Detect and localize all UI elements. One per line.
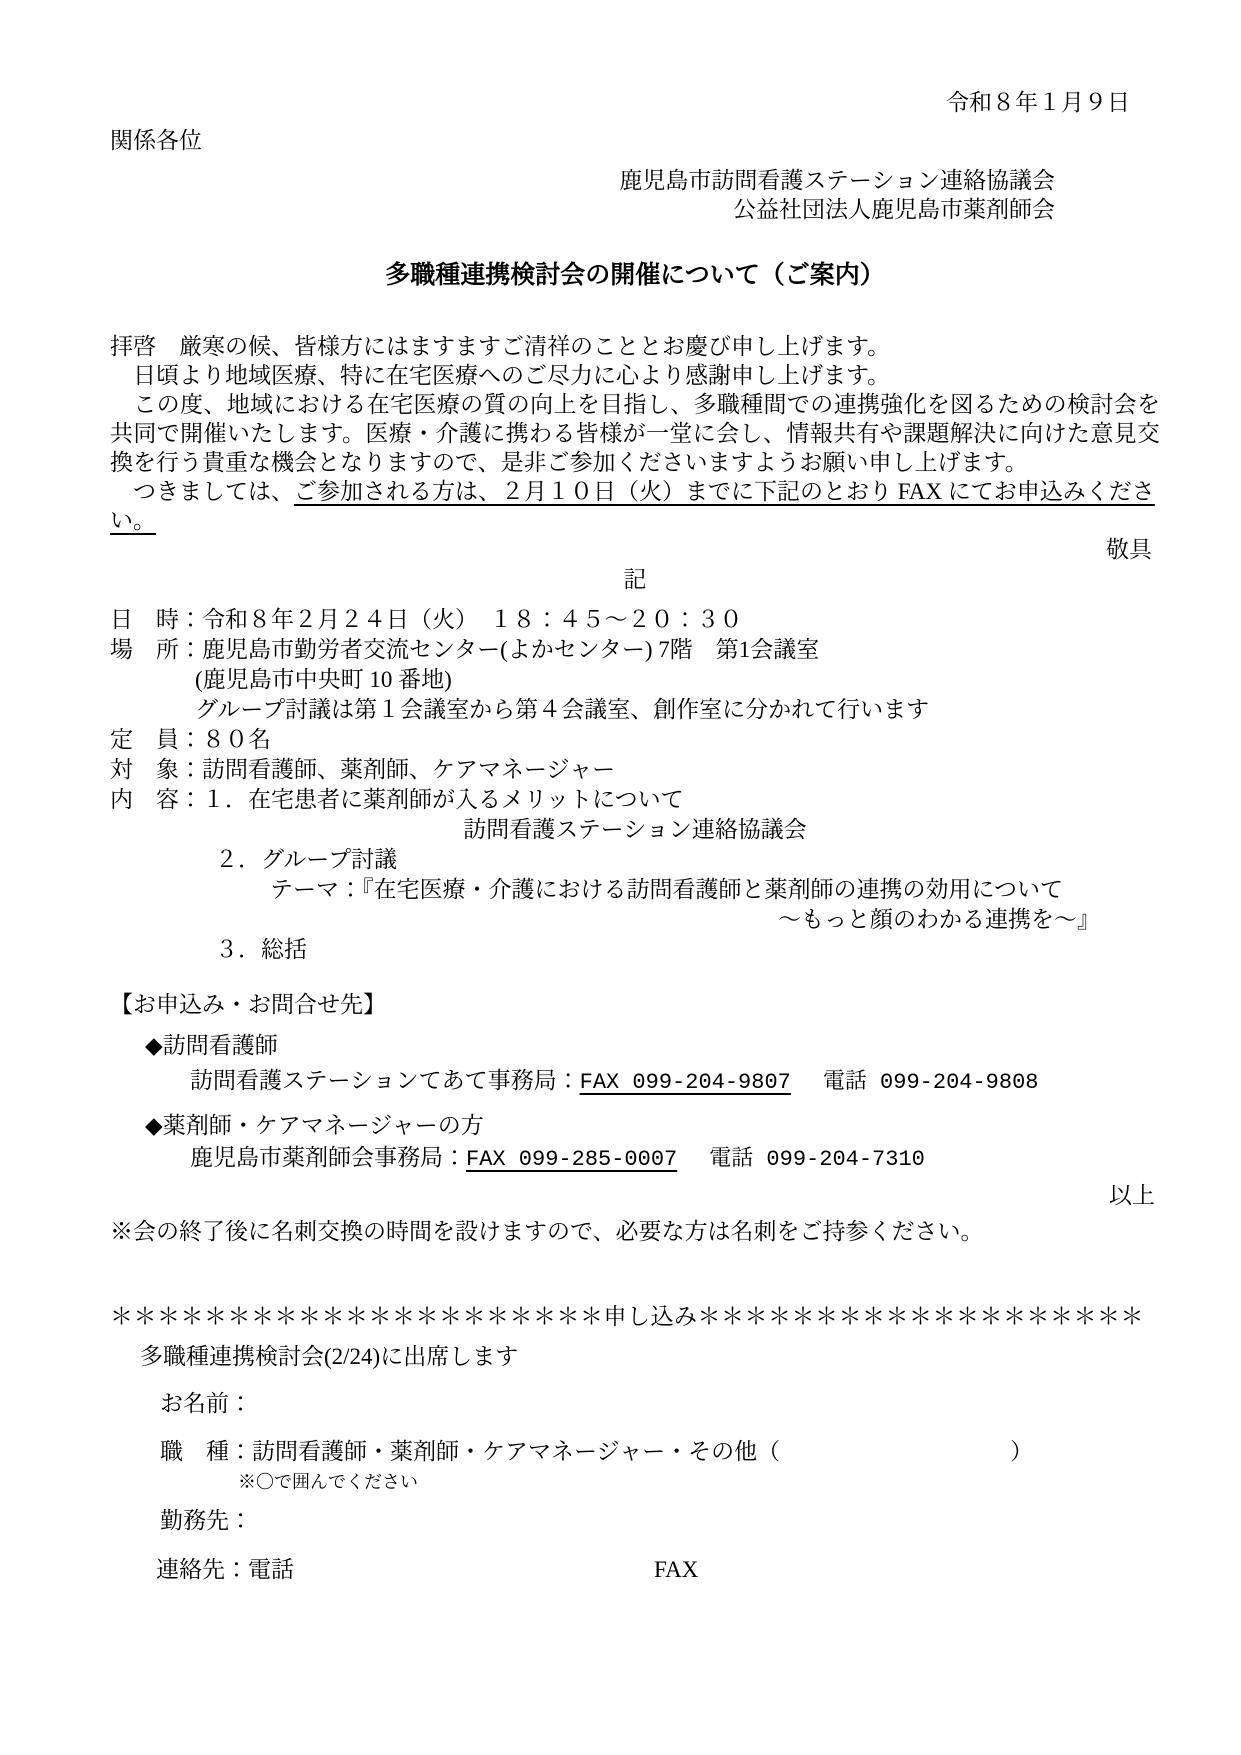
- document-date: 令和８年１月９日: [946, 90, 1130, 115]
- detail-content-item1-presenter: 訪問看護ステーション連絡協議会: [463, 817, 807, 842]
- closing-word: 敬具: [1106, 537, 1152, 562]
- target-label: 対 象：: [110, 757, 202, 782]
- occupation-field: [160, 1437, 1160, 1467]
- contact-group1-office: 訪問看護ステーションてあて事務局：: [190, 1068, 580, 1093]
- document-title: 多職種連携検討会の開催について（ご案内）: [385, 261, 885, 289]
- thanks-paragraph: 日頃より地域医療、特に在宅医療へのご尽力に心より感謝申し上げます。: [110, 363, 891, 388]
- detail-capacity: [110, 725, 1160, 755]
- occupation-label: 職 種：: [160, 1439, 252, 1464]
- contact-group1-title: [145, 1031, 1160, 1061]
- sender-org-2: 公益社団法人鹿児島市薬剤師会: [733, 197, 1055, 222]
- detail-place-address: (鹿児島市中央町 10 番地): [195, 667, 452, 692]
- detail-place-group-note: グループ討議は第１会議室から第４会議室、創作室に分かれて行います: [195, 697, 930, 722]
- business-card-note: ※会の終了後に名刺交換の時間を設けますので、必要な方は名刺をご持参ください。: [110, 1219, 984, 1244]
- contact-group1-fax: FAX 099-204-9807: [579, 1070, 791, 1095]
- contact-group1-tel: 電話 099-204-9808: [822, 1070, 1039, 1095]
- contact-group2-fax: FAX 099-285-0007: [466, 1147, 678, 1172]
- diamond-bullet-icon: ◆薬剤師・ケアマネージャーの方: [145, 1113, 484, 1138]
- request-prefix: つきましては、: [110, 479, 294, 504]
- content-item1-text: １．在宅患者に薬剤師が入るメリットについて: [202, 787, 684, 812]
- contact-group2-title: [145, 1111, 1160, 1141]
- sender-block: [110, 166, 1160, 224]
- application-section-divider: ＊＊＊＊＊＊＊＊＊＊＊＊＊＊＊＊＊＊＊＊＊申し込み＊＊＊＊＊＊＊＊＊＊＊＊＊＊＊＊＊＊＊: [110, 1304, 1144, 1329]
- contact-group2-info: [190, 1143, 1160, 1175]
- detail-place: [110, 635, 1160, 665]
- detail-content-item2-theme: テーマ：『在宅医療・介護における訪問看護師と薬剤師の連携の効用について: [270, 877, 1064, 902]
- details-heading: 記: [623, 567, 647, 592]
- datetime-value: 令和８年２月２４日（火） １８：４５～２０：３０: [202, 607, 743, 632]
- place-label: 場 所：: [110, 637, 202, 662]
- target-value: 訪問看護師、薬剤師、ケアマネージャー: [202, 757, 616, 782]
- greeting-paragraph: 拝啓 厳寒の候、皆様方にはますますご清祥のこととお慶び申し上げます。: [110, 334, 891, 359]
- main-paragraph: この度、地域における在宅医療の質の向上を目指し、多職種間での連携強化を図るための検討会を共同で開催いたします。医療・介護に携わる皆様が一堂に会し、情報共有や課題解決に向けた意見交換を行う貴重な機会となりますので、是非ご参加くださいますようお願い申し上げます。: [110, 392, 1160, 475]
- detail-content-item2: ２．グループ討議: [215, 847, 398, 872]
- circle-instruction-note: ※〇で囲んでください: [238, 1472, 418, 1492]
- detail-target: [110, 755, 1160, 785]
- sender-org-1: 鹿児島市訪問看護ステーション連絡協議会: [619, 168, 1055, 193]
- recipient: 関係各位: [110, 128, 202, 153]
- contact-fax-label: FAX: [654, 1557, 699, 1582]
- contact-heading: 【お申込み・お問合せ先】: [110, 992, 386, 1017]
- capacity-value: ８０名: [202, 727, 271, 752]
- content-label: 内 容：: [110, 787, 202, 812]
- request-underlined-text: ご参加される方は、２月１０日（火）までに下記のとおり FAX にてお申込みください。: [110, 479, 1155, 533]
- request-paragraph: [110, 477, 1160, 535]
- contact-group1-info: [190, 1066, 1160, 1098]
- name-field-label: お名前：: [160, 1391, 252, 1416]
- contact-field: [156, 1555, 1160, 1585]
- workplace-field-label: 勤務先：: [160, 1508, 252, 1533]
- capacity-label: 定 員：: [110, 727, 202, 752]
- place-value: 鹿児島市勤労者交流センター(よかセンター) 7階 第1会議室: [202, 637, 820, 662]
- detail-content-item3: ３．総括: [215, 937, 307, 962]
- datetime-label: 日 時：: [110, 607, 202, 632]
- contact-group2-office: 鹿児島市薬剤師会事務局：: [190, 1145, 466, 1170]
- end-mark: 以上: [1109, 1183, 1155, 1208]
- detail-content-item2-theme-sub: ～もっと顔のわかる連携を～』: [778, 907, 1100, 932]
- detail-datetime: [110, 605, 1160, 635]
- contact-phone-label: 連絡先：電話: [156, 1557, 294, 1582]
- contact-group2-tel: 電話 099-204-7310: [709, 1147, 925, 1172]
- detail-content-item1: [110, 785, 1160, 815]
- occupation-options: 訪問看護師・薬剤師・ケアマネージャー・その他（ ）: [252, 1439, 1034, 1464]
- attendance-statement: 多職種連携検討会(2/24)に出席します: [140, 1344, 519, 1369]
- diamond-bullet-icon: ◆訪問看護師: [145, 1033, 278, 1058]
